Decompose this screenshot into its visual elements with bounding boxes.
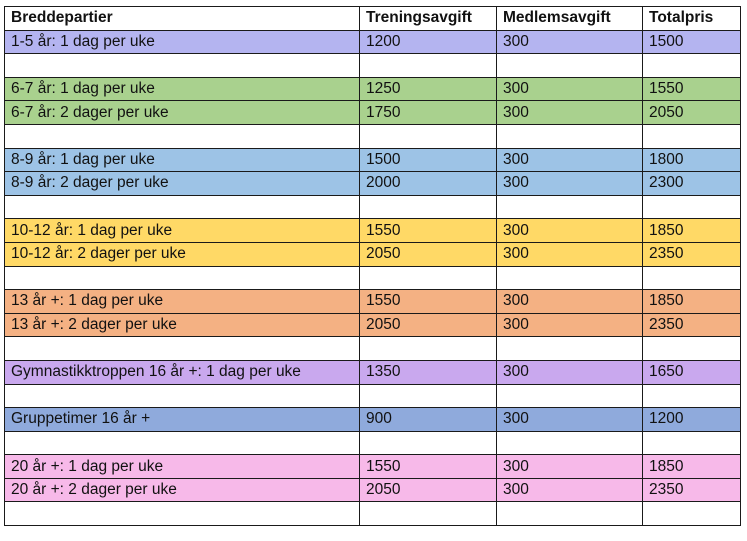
cell-medlemsavgift xyxy=(497,337,643,361)
cell-treningsavgift xyxy=(360,502,497,526)
cell-breddeparti: 20 år +: 1 dag per uke xyxy=(5,455,360,479)
cell-medlemsavgift: 300 xyxy=(497,219,643,243)
cell-totalpris: 2350 xyxy=(643,242,741,266)
cell-medlemsavgift: 300 xyxy=(497,408,643,432)
spacer-row xyxy=(5,384,741,408)
header-medlemsavgift: Medlemsavgift xyxy=(497,7,643,31)
cell-medlemsavgift: 300 xyxy=(497,360,643,384)
cell-treningsavgift: 2050 xyxy=(360,313,497,337)
cell-medlemsavgift xyxy=(497,124,643,148)
table-row xyxy=(5,30,741,54)
cell-treningsavgift xyxy=(360,54,497,78)
spacer-row xyxy=(5,502,741,526)
table-row xyxy=(5,219,741,243)
table-row xyxy=(5,172,741,196)
cell-totalpris xyxy=(643,54,741,78)
spacer-row xyxy=(5,337,741,361)
cell-breddeparti: Gruppetimer 16 år + xyxy=(5,408,360,432)
cell-medlemsavgift: 300 xyxy=(497,478,643,502)
cell-medlemsavgift: 300 xyxy=(497,313,643,337)
cell-totalpris: 1200 xyxy=(643,408,741,432)
header-treningsavgift: Treningsavgift xyxy=(360,7,497,31)
cell-medlemsavgift xyxy=(497,266,643,290)
cell-breddeparti xyxy=(5,384,360,408)
cell-treningsavgift: 1550 xyxy=(360,219,497,243)
cell-breddeparti: 1-5 år: 1 dag per uke xyxy=(5,30,360,54)
cell-breddeparti xyxy=(5,502,360,526)
cell-treningsavgift xyxy=(360,124,497,148)
cell-totalpris: 1800 xyxy=(643,148,741,172)
cell-breddeparti: 10-12 år: 2 dager per uke xyxy=(5,242,360,266)
cell-totalpris: 2350 xyxy=(643,478,741,502)
cell-breddeparti: 8-9 år: 2 dager per uke xyxy=(5,172,360,196)
cell-treningsavgift: 1500 xyxy=(360,148,497,172)
cell-treningsavgift xyxy=(360,384,497,408)
table-row xyxy=(5,408,741,432)
cell-breddeparti: 6-7 år: 2 dager per uke xyxy=(5,101,360,125)
table-row xyxy=(5,242,741,266)
cell-totalpris: 1850 xyxy=(643,455,741,479)
spacer-row xyxy=(5,266,741,290)
cell-treningsavgift: 1750 xyxy=(360,101,497,125)
cell-totalpris: 1850 xyxy=(643,290,741,314)
cell-medlemsavgift: 300 xyxy=(497,290,643,314)
table-row xyxy=(5,313,741,337)
cell-medlemsavgift xyxy=(497,195,643,219)
cell-treningsavgift: 2000 xyxy=(360,172,497,196)
cell-medlemsavgift: 300 xyxy=(497,455,643,479)
cell-treningsavgift: 2050 xyxy=(360,478,497,502)
cell-totalpris: 1500 xyxy=(643,30,741,54)
cell-medlemsavgift xyxy=(497,54,643,78)
cell-medlemsavgift: 300 xyxy=(497,242,643,266)
cell-totalpris xyxy=(643,195,741,219)
cell-treningsavgift: 1350 xyxy=(360,360,497,384)
table-row xyxy=(5,290,741,314)
header-breddepartier: Breddepartier xyxy=(5,7,360,31)
cell-totalpris xyxy=(643,502,741,526)
cell-totalpris xyxy=(643,266,741,290)
table-row xyxy=(5,77,741,101)
cell-treningsavgift: 2050 xyxy=(360,242,497,266)
cell-medlemsavgift: 300 xyxy=(497,77,643,101)
cell-breddeparti xyxy=(5,195,360,219)
cell-medlemsavgift xyxy=(497,384,643,408)
cell-totalpris xyxy=(643,431,741,455)
cell-breddeparti: 8-9 år: 1 dag per uke xyxy=(5,148,360,172)
cell-breddeparti: 13 år +: 2 dager per uke xyxy=(5,313,360,337)
header-row xyxy=(5,7,741,31)
cell-medlemsavgift xyxy=(497,431,643,455)
cell-treningsavgift: 1550 xyxy=(360,290,497,314)
cell-breddeparti: 10-12 år: 1 dag per uke xyxy=(5,219,360,243)
cell-breddeparti: 6-7 år: 1 dag per uke xyxy=(5,77,360,101)
header-totalpris: Totalpris xyxy=(643,7,741,31)
cell-medlemsavgift: 300 xyxy=(497,101,643,125)
cell-breddeparti: 20 år +: 2 dager per uke xyxy=(5,478,360,502)
cell-totalpris xyxy=(643,124,741,148)
cell-medlemsavgift: 300 xyxy=(497,172,643,196)
price-table xyxy=(4,6,741,526)
cell-treningsavgift xyxy=(360,431,497,455)
cell-breddeparti xyxy=(5,124,360,148)
cell-treningsavgift xyxy=(360,195,497,219)
cell-treningsavgift: 1200 xyxy=(360,30,497,54)
cell-breddeparti xyxy=(5,266,360,290)
cell-breddeparti: Gymnastikktroppen 16 år +: 1 dag per uke xyxy=(5,360,360,384)
cell-totalpris: 2050 xyxy=(643,101,741,125)
cell-breddeparti: 13 år +: 1 dag per uke xyxy=(5,290,360,314)
spacer-row xyxy=(5,54,741,78)
table-row xyxy=(5,455,741,479)
cell-totalpris: 1850 xyxy=(643,219,741,243)
cell-treningsavgift: 1250 xyxy=(360,77,497,101)
table-row xyxy=(5,360,741,384)
cell-breddeparti xyxy=(5,54,360,78)
table-row xyxy=(5,148,741,172)
cell-totalpris: 1550 xyxy=(643,77,741,101)
cell-breddeparti xyxy=(5,431,360,455)
cell-totalpris xyxy=(643,384,741,408)
spacer-row xyxy=(5,431,741,455)
spacer-row xyxy=(5,195,741,219)
spacer-row xyxy=(5,124,741,148)
cell-totalpris: 2350 xyxy=(643,313,741,337)
cell-medlemsavgift: 300 xyxy=(497,148,643,172)
cell-treningsavgift: 1550 xyxy=(360,455,497,479)
cell-totalpris xyxy=(643,337,741,361)
table-row xyxy=(5,478,741,502)
cell-treningsavgift xyxy=(360,266,497,290)
cell-treningsavgift xyxy=(360,337,497,361)
table-row xyxy=(5,101,741,125)
cell-breddeparti xyxy=(5,337,360,361)
cell-medlemsavgift: 300 xyxy=(497,30,643,54)
cell-medlemsavgift xyxy=(497,502,643,526)
cell-totalpris: 2300 xyxy=(643,172,741,196)
cell-treningsavgift: 900 xyxy=(360,408,497,432)
cell-totalpris: 1650 xyxy=(643,360,741,384)
